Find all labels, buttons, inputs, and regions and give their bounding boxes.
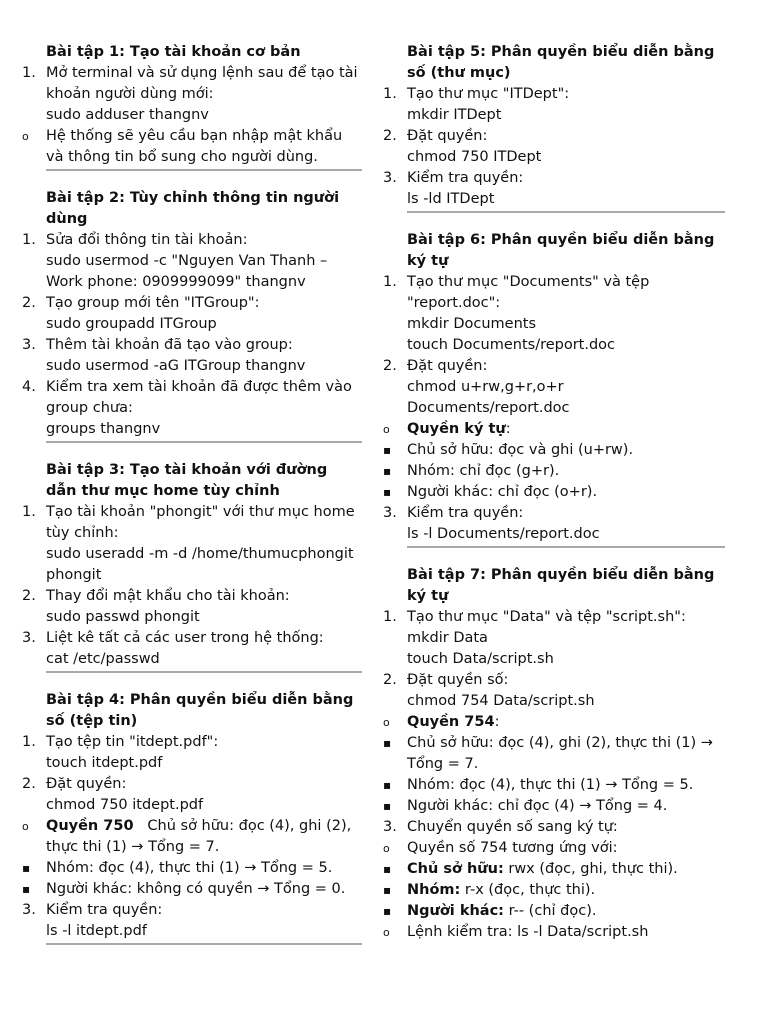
list-item	[22, 335, 362, 377]
list-item	[383, 419, 725, 440]
exercise-title: Bài tập 2: Tùy chỉnh thông tin người dùng	[46, 190, 340, 227]
list-number: 2.	[383, 128, 397, 144]
item-content	[407, 859, 725, 880]
circle-bullet-icon: o	[383, 842, 390, 855]
list-item	[22, 586, 362, 628]
command-text: mkdir Data	[407, 630, 488, 646]
item-content	[407, 901, 725, 922]
list-item	[383, 796, 725, 817]
command-text: cat /etc/passwd	[46, 651, 160, 667]
item-content	[407, 796, 725, 817]
bold-label: Người khác:	[407, 903, 504, 919]
item-content	[407, 607, 725, 670]
command-text: sudo adduser thangnv	[46, 107, 209, 123]
item-content	[46, 377, 362, 440]
item-text: Kiểm tra quyền:	[46, 902, 163, 918]
item-text: Tạo thư mục "ITDept":	[407, 86, 570, 102]
exercise-title: Bài tập 7: Phân quyền biểu diễn bằng ký tự	[407, 567, 715, 604]
item-content	[407, 503, 725, 545]
exercise-section	[22, 188, 362, 443]
item-text: Lệnh kiểm tra: ls -l Data/script.sh	[407, 924, 649, 940]
list-item	[383, 922, 725, 943]
item-text: Nhóm: đọc (4), thực thi (1) → Tổng = 5.	[46, 860, 333, 876]
item-text: Kiểm tra xem tài khoản đã được thêm vào group chưa:	[46, 379, 352, 416]
item-content	[407, 168, 725, 210]
list-item	[383, 733, 725, 775]
list-item	[383, 272, 725, 356]
list-number: 2.	[22, 295, 36, 311]
square-bullet-icon: ▪	[383, 485, 392, 499]
circle-bullet-icon: o	[22, 820, 29, 833]
square-bullet-icon: ▪	[22, 882, 31, 896]
square-bullet-icon: ▪	[383, 778, 392, 792]
item-text: Đặt quyền:	[407, 128, 488, 144]
list-number: 2.	[22, 776, 36, 792]
list-item	[22, 293, 362, 335]
item-content	[46, 732, 362, 774]
list-number: 2.	[383, 672, 397, 688]
exercise-title: Bài tập 3: Tạo tài khoản với đường dẫn thư mục home tùy chỉnh	[46, 462, 328, 499]
list-number: 3.	[383, 819, 397, 835]
item-content	[407, 922, 725, 943]
list-number: 1.	[22, 65, 36, 81]
list-number: 1.	[22, 504, 36, 520]
list-number: 3.	[383, 170, 397, 186]
item-content	[407, 126, 725, 168]
item-text: Quyền số 754 tương ứng với:	[407, 840, 618, 856]
item-text: r-- (chỉ đọc).	[503, 903, 597, 919]
exercise-title: Bài tập 1: Tạo tài khoản cơ bản	[46, 44, 301, 60]
list-number: 1.	[22, 232, 36, 248]
list-item	[383, 482, 725, 503]
exercise-section	[383, 42, 725, 213]
bold-label: Quyền 750	[46, 818, 134, 834]
list-item	[383, 168, 725, 210]
item-content	[46, 335, 362, 377]
exercise-section	[22, 460, 362, 673]
square-bullet-icon: ▪	[383, 464, 392, 478]
item-content	[407, 356, 725, 419]
list-item	[22, 900, 362, 942]
command-text: sudo usermod -c "Nguyen Van Thanh – Work phone: 0909999099" thangnv	[46, 253, 328, 290]
command-text: ls -l Documents/report.doc	[407, 526, 600, 542]
bold-label: Chủ sở hữu:	[407, 861, 504, 877]
command-text: mkdir Documents	[407, 316, 536, 332]
item-text: Hệ thống sẽ yêu cầu bạn nhập mật khẩu và thông tin bổ sung cho người dùng.	[46, 128, 343, 165]
list-item	[383, 440, 725, 461]
item-content	[46, 774, 362, 816]
list-item	[383, 712, 725, 733]
list-number: 1.	[383, 274, 397, 290]
left-column	[22, 42, 362, 962]
section-divider	[46, 943, 362, 945]
command-text: sudo passwd phongit	[46, 609, 200, 625]
item-text: Đặt quyền:	[46, 776, 127, 792]
item-content	[407, 482, 725, 503]
item-text: :	[505, 421, 511, 437]
list-item	[383, 880, 725, 901]
command-text: ls -l itdept.pdf	[46, 923, 147, 939]
list-item	[383, 670, 725, 712]
circle-bullet-icon: o	[383, 423, 390, 436]
circle-bullet-icon: o	[22, 130, 29, 143]
section-divider	[46, 169, 362, 171]
item-text: Sửa đổi thông tin tài khoản:	[46, 232, 248, 248]
right-column	[383, 42, 725, 960]
item-text: Tạo tài khoản "phongit" với thư mục home tùy chỉnh:	[46, 504, 355, 541]
square-bullet-icon: ▪	[383, 736, 392, 750]
command-text: chmod 754 Data/script.sh	[407, 693, 595, 709]
item-text: Chủ sở hữu: đọc (4), ghi (2), thực thi (1) → Tổng = 7.	[46, 818, 356, 855]
command-text: sudo usermod -aG ITGroup thangnv	[46, 358, 306, 374]
item-content	[46, 586, 362, 628]
exercise-title: Bài tập 5: Phân quyền biểu diễn bằng số (thư mục)	[407, 44, 715, 81]
bold-label: Quyền 754	[407, 714, 495, 730]
item-content	[46, 126, 362, 168]
list-item	[22, 377, 362, 440]
item-content	[407, 733, 725, 775]
list-number: 3.	[22, 902, 36, 918]
square-bullet-icon: ▪	[383, 862, 392, 876]
list-item	[383, 461, 725, 482]
list-item	[383, 901, 725, 922]
exercise-section	[383, 565, 725, 943]
item-content	[407, 419, 725, 440]
item-text: Nhóm: chỉ đọc (g+r).	[407, 463, 560, 479]
item-text: Thay đổi mật khẩu cho tài khoản:	[46, 588, 290, 604]
list-item	[383, 817, 725, 838]
list-item	[22, 879, 362, 900]
item-text: Tạo tệp tin "itdept.pdf":	[46, 734, 219, 750]
list-item	[383, 607, 725, 670]
list-item	[383, 84, 725, 126]
section-divider	[407, 546, 725, 548]
command-text: chmod u+rw,g+r,o+r Documents/report.doc	[407, 379, 570, 416]
command-text: chmod 750 itdept.pdf	[46, 797, 204, 813]
item-content	[46, 502, 362, 586]
item-content	[407, 461, 725, 482]
item-text: Người khác: chỉ đọc (o+r).	[407, 484, 598, 500]
circle-bullet-icon: o	[383, 926, 390, 939]
item-content	[407, 84, 725, 126]
list-item	[22, 774, 362, 816]
list-item	[22, 816, 362, 858]
item-text: Thêm tài khoản đã tạo vào group:	[46, 337, 293, 353]
list-number: 3.	[22, 337, 36, 353]
item-text: Kiểm tra quyền:	[407, 505, 524, 521]
exercise-section	[22, 690, 362, 945]
item-text: Nhóm: đọc (4), thực thi (1) → Tổng = 5.	[407, 777, 694, 793]
command-text: sudo useradd -m -d /home/thumucphongit phongit	[46, 546, 354, 583]
item-text: Liệt kê tất cả các user trong hệ thống:	[46, 630, 324, 646]
item-content	[46, 858, 362, 879]
list-item	[383, 838, 725, 859]
item-content	[407, 272, 725, 356]
command-text: chmod 750 ITDept	[407, 149, 542, 165]
section-divider	[46, 441, 362, 443]
bold-label: Nhóm:	[407, 882, 461, 898]
list-item	[383, 775, 725, 796]
list-number: 2.	[383, 358, 397, 374]
item-content	[46, 816, 362, 858]
item-text: Chuyển quyền số sang ký tự:	[407, 819, 618, 835]
command-text: sudo groupadd ITGroup	[46, 316, 217, 332]
list-number: 1.	[22, 734, 36, 750]
square-bullet-icon: ▪	[383, 799, 392, 813]
item-text: Tạo thư mục "Data" và tệp "script.sh":	[407, 609, 686, 625]
item-text: Tạo group mới tên "ITGroup":	[46, 295, 260, 311]
item-text: Mở terminal và sử dụng lệnh sau để tạo tài khoản người dùng mới:	[46, 65, 358, 102]
command-text: mkdir ITDept	[407, 107, 502, 123]
item-content	[46, 900, 362, 942]
item-text: Đặt quyền số:	[407, 672, 509, 688]
list-number: 3.	[22, 630, 36, 646]
item-content	[407, 817, 725, 838]
item-content	[407, 775, 725, 796]
item-text: Người khác: chỉ đọc (4) → Tổng = 4.	[407, 798, 668, 814]
square-bullet-icon: ▪	[383, 443, 392, 457]
item-content	[407, 670, 725, 712]
item-content	[46, 628, 362, 670]
list-number: 4.	[22, 379, 36, 395]
bold-label: Quyền ký tự	[407, 421, 506, 437]
item-text: r-x (đọc, thực thi).	[460, 882, 596, 898]
item-text: Kiểm tra quyền:	[407, 170, 524, 186]
square-bullet-icon: ▪	[383, 883, 392, 897]
list-item	[22, 126, 362, 168]
exercise-section	[383, 230, 725, 548]
list-number: 1.	[383, 86, 397, 102]
exercise-title: Bài tập 4: Phân quyền biểu diễn bằng số (tệp tin)	[46, 692, 354, 729]
item-text: Đặt quyền:	[407, 358, 488, 374]
command-text: touch Data/script.sh	[407, 651, 554, 667]
command-text: touch itdept.pdf	[46, 755, 163, 771]
item-content	[46, 293, 362, 335]
exercise-title: Bài tập 6: Phân quyền biểu diễn bằng ký tự	[407, 232, 715, 269]
section-divider	[407, 211, 725, 213]
list-item	[383, 859, 725, 880]
list-number: 3.	[383, 505, 397, 521]
item-content	[407, 712, 725, 733]
item-text: Chủ sở hữu: đọc và ghi (u+rw).	[407, 442, 634, 458]
list-item	[22, 63, 362, 126]
item-content	[407, 880, 725, 901]
command-text: touch Documents/report.doc	[407, 337, 616, 353]
item-content	[407, 440, 725, 461]
item-text: :	[494, 714, 500, 730]
item-content	[407, 838, 725, 859]
item-text: Chủ sở hữu: đọc (4), ghi (2), thực thi (1) → Tổng = 7.	[407, 735, 713, 772]
item-text: rwx (đọc, ghi, thực thi).	[503, 861, 678, 877]
list-item	[22, 230, 362, 293]
list-item	[22, 858, 362, 879]
list-number: 1.	[383, 609, 397, 625]
circle-bullet-icon: o	[383, 716, 390, 729]
command-text: groups thangnv	[46, 421, 161, 437]
list-number: 2.	[22, 588, 36, 604]
item-text: Tạo thư mục "Documents" và tệp "report.doc":	[407, 274, 650, 311]
list-item	[383, 126, 725, 168]
item-content	[46, 879, 362, 900]
list-item	[22, 732, 362, 774]
square-bullet-icon: ▪	[383, 904, 392, 918]
item-content	[46, 63, 362, 126]
exercise-section	[22, 42, 362, 171]
item-content	[46, 230, 362, 293]
section-divider	[46, 671, 362, 673]
item-text: Người khác: không có quyền → Tổng = 0.	[46, 881, 346, 897]
list-item	[383, 503, 725, 545]
square-bullet-icon: ▪	[22, 861, 31, 875]
command-text: ls -ld ITDept	[407, 191, 495, 207]
list-item	[383, 356, 725, 419]
list-item	[22, 628, 362, 670]
list-item	[22, 502, 362, 586]
